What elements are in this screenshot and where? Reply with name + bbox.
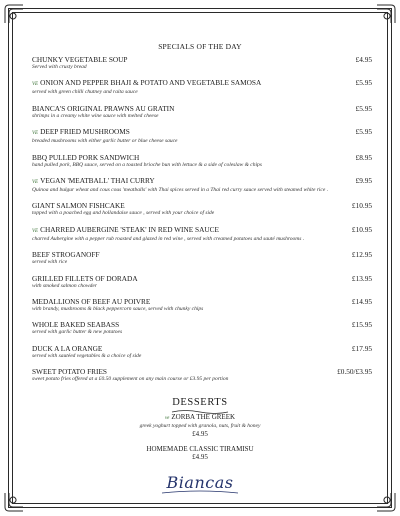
item-name: CHARRED AUBERGINE 'STEAK' IN RED WINE SAUCE (40, 224, 219, 234)
item-name: SWEET POTATO FRIES (32, 367, 107, 377)
menu-item (32, 153, 372, 169)
vegetarian-icon: ve (164, 416, 170, 421)
menu-item (32, 127, 372, 145)
item-description: with smoked salmon chowder (32, 282, 97, 289)
desserts-heading: DESSERTS (172, 397, 228, 408)
item-description: with brandy, mushrooms & black peppercorn sauce, served with chunky chips (32, 305, 204, 312)
menu-item (32, 55, 372, 71)
item-name: ONION AND PEPPER BHAJI & POTATO AND VEGETABLE SAMOSA (40, 78, 262, 88)
item-name: BBQ PULLED PORK SANDWICH (32, 152, 140, 162)
biancas-logo (150, 468, 250, 496)
item-name: GIANT SALMON FISHCAKE (32, 201, 125, 211)
dessert-item (0, 413, 400, 438)
item-price: £5.95 (355, 127, 372, 137)
menu-item (32, 367, 372, 383)
item-description: charred Aubergine with a pepper rub roasted and glazed in red wine , served with creamed potatoes and sauté mushrooms . (32, 235, 305, 242)
item-name: DEEP FRIED MUSHROOMS (40, 127, 130, 137)
item-description: breaded mushrooms with either garlic butter or blue cheese sauce (32, 138, 178, 145)
item-description: topped with a poached egg and hollandaise sauce , served with your choice of side (32, 210, 215, 217)
dessert-name: HOMEMADE CLASSIC TIRAMISU (146, 445, 254, 453)
item-description: served with green chilli chutney and raita sauce (32, 89, 138, 96)
logo-text: Biancas (166, 473, 234, 492)
vegetarian-icon: VE (32, 82, 39, 88)
item-price: £8.95 (355, 152, 372, 162)
vegetarian-icon: VE (32, 228, 39, 234)
dessert-price: £4.95 (192, 453, 208, 461)
item-name: VEGAN 'MEATBALL' THAI CURRY (40, 175, 155, 185)
corner-ornament-icon (3, 3, 25, 25)
item-description: Served with crusty bread (32, 64, 87, 70)
dessert-item (0, 445, 400, 461)
item-description: served with sautéed vegetables & a choice of side (32, 352, 142, 359)
item-price: £9.95 (355, 175, 372, 185)
dessert-price: £4.95 (192, 429, 208, 438)
corner-ornament-icon (3, 491, 25, 513)
item-price: £10.95 (351, 224, 372, 234)
specials-list (32, 55, 372, 390)
item-description: served with rice (32, 259, 68, 266)
item-description: sweet potato fries offered at a £0.50 supplement on any main course or £3.95 per portion (32, 376, 229, 383)
item-name: GRILLED FILLETS OF DORADA (32, 273, 138, 283)
dessert-description: greek yoghurt topped with granola, nuts, fruit & honey (139, 423, 261, 429)
item-description: hand pulled pork, BBQ sauce, served on a toasted brioche bun with lettuce & a side of coleslaw & chips (32, 161, 262, 168)
menu-item (32, 297, 372, 313)
menu-item (32, 176, 372, 194)
item-name: CHUNKY VEGETABLE SOUP (32, 55, 128, 64)
menu-item (32, 344, 372, 360)
item-name: MEDALLIONS OF BEEF AU POIVRE (32, 296, 151, 306)
item-price: £5.95 (355, 78, 372, 88)
item-price: £13.95 (351, 273, 372, 283)
item-name: WHOLE BAKED SEABASS (32, 320, 120, 330)
menu-item (32, 274, 372, 290)
menu-item (32, 250, 372, 266)
item-description: shrimps in a creamy white wine sauce with melted cheese (32, 112, 159, 119)
menu-item (32, 104, 372, 120)
logo-swoosh-icon (160, 490, 240, 495)
item-name: DUCK A LA ORANGE (32, 343, 103, 353)
vegetarian-icon: VE (32, 179, 39, 185)
menu-item (32, 225, 372, 243)
item-price: £0.50/£3.95 (337, 367, 372, 377)
corner-ornament-icon (375, 3, 397, 25)
menu-heading: SPECIALS OF THE DAY (158, 42, 242, 51)
menu-item (32, 320, 372, 336)
item-price: £15.95 (351, 320, 372, 330)
item-price: £12.95 (351, 250, 372, 260)
item-price: £14.95 (351, 296, 372, 306)
item-price: £17.95 (351, 343, 372, 353)
item-name: BEEF STROGANOFF (32, 250, 100, 260)
item-price: £10.95 (351, 201, 372, 211)
dessert-name: ZORBA THE GREEK (171, 413, 236, 421)
menu-item (32, 201, 372, 217)
vegetarian-icon: VE (32, 131, 39, 137)
item-price: £4.95 (355, 55, 372, 64)
item-description: Quinoa and bulgur wheat and cous cous 'meatballs' with Thai spices served in a Thai red curry sauce served with steamed white rice . (32, 186, 329, 193)
corner-ornament-icon (375, 491, 397, 513)
item-description: served with garlic butter & new potatoes (32, 329, 123, 336)
item-name: BIANCA'S ORIGINAL PRAWNS AU GRATIN (32, 103, 175, 113)
menu-item (32, 78, 372, 96)
item-price: £5.95 (355, 103, 372, 113)
